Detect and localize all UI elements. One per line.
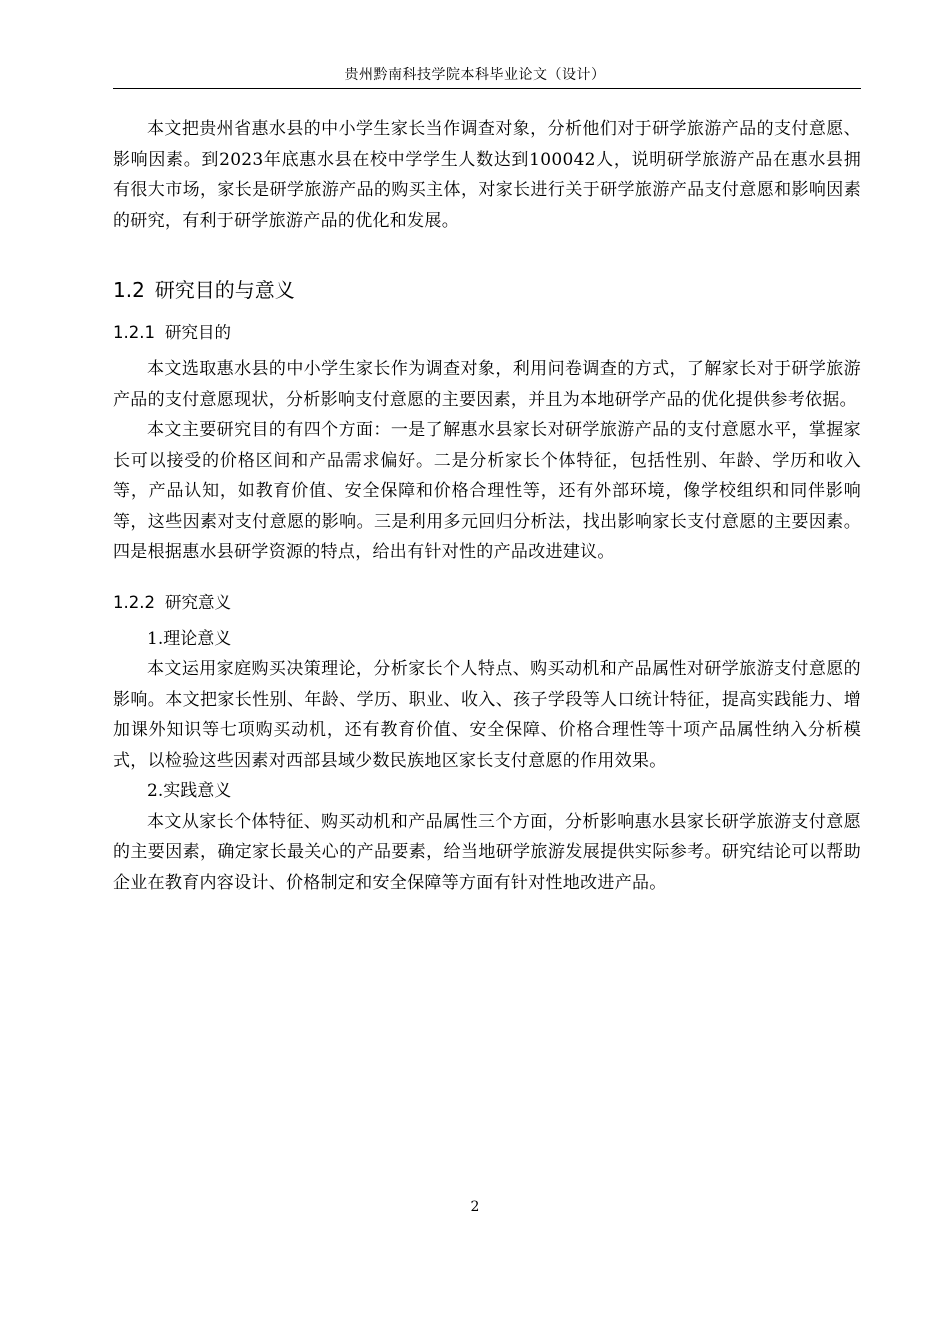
subsection-heading-1-2-2 bbox=[113, 590, 861, 616]
subsection-title: 研究目的 bbox=[164, 323, 231, 342]
section-heading-1-2 bbox=[113, 276, 861, 304]
running-header: 贵州黔南科技学院本科毕业论文（设计） bbox=[344, 67, 606, 83]
header-divider bbox=[113, 88, 861, 89]
subsection-title: 研究意义 bbox=[164, 592, 231, 612]
theory-paragraph: 本文运用家庭购买决策理论，分析家长个人特点、购买动机和产品属性对研学旅游支付意愿的影响。本文把家长性别、年龄、学历、职业、收入、孩子学段等人口统计特征，提高实践能力、增加课外知识等七项购买动机，还有教育价值、安全保障、价格合理性等十项产品属性纳入分析模式，以检验这些因素对西部县域少数民族地区家长支付意愿的作用效果。 bbox=[113, 659, 861, 771]
practice-heading: 2.实践意义 bbox=[147, 781, 232, 801]
purpose-paragraph-2: 本文主要研究目的有四个方面：一是了解惠水县家长对研学旅游产品的支付意愿水平，掌握家长可以接受的价格区间和产品需求偏好。二是分析家长个体特征，包括性别、年龄、学历和收入等，产品认知，如教育价值、安全保障和价格合理性等，还有外部环境，像学校组织和同伴影响等，这些因素对支付意愿的影响。三是利用多元回归分析法，找出影响家长支付意愿的主要因素。四是根据惠水县研学资源的特点，给出有针对性的产品改进建议。 bbox=[113, 420, 861, 562]
page-body bbox=[113, 114, 861, 898]
subsection-number: 1.2.1 bbox=[113, 323, 155, 342]
intro-paragraph: 本文把贵州省惠水县的中小学生家长当作调查对象，分析他们对于研学旅游产品的支付意愿、影响因素。到2023年底惠水县在校中学学生人数达到100042人，说明研学旅游产品在惠水县拥有很大市场，家长是研学旅游产品的购买主体，对家长进行关于研学旅游产品支付意愿和影响因素的研究，有利于研学旅游产品的优化和发展。 bbox=[113, 119, 861, 231]
subsection-number: 1.2.2 bbox=[113, 592, 155, 612]
page-number: 2 bbox=[470, 1199, 480, 1215]
subsection-heading-1-2-1 bbox=[113, 320, 861, 346]
section-title: 研究目的与意义 bbox=[154, 278, 295, 302]
section-number: 1.2 bbox=[113, 278, 145, 302]
purpose-paragraph-1: 本文选取惠水县的中小学生家长作为调查对象，利用问卷调查的方式，了解家长对于研学旅游产品的支付意愿现状，分析影响支付意愿的主要因素，并且为本地研学产品的优化提供参考依据。 bbox=[113, 359, 861, 410]
theory-heading: 1.理论意义 bbox=[147, 628, 232, 649]
practice-paragraph: 本文从家长个体特征、购买动机和产品属性三个方面，分析影响惠水县家长研学旅游支付意愿的主要因素，确定家长最关心的产品要素，给当地研学旅游发展提供实际参考。研究结论可以帮助企业在教育内容设计、价格制定和安全保障等方面有针对性地改进产品。 bbox=[113, 811, 861, 893]
